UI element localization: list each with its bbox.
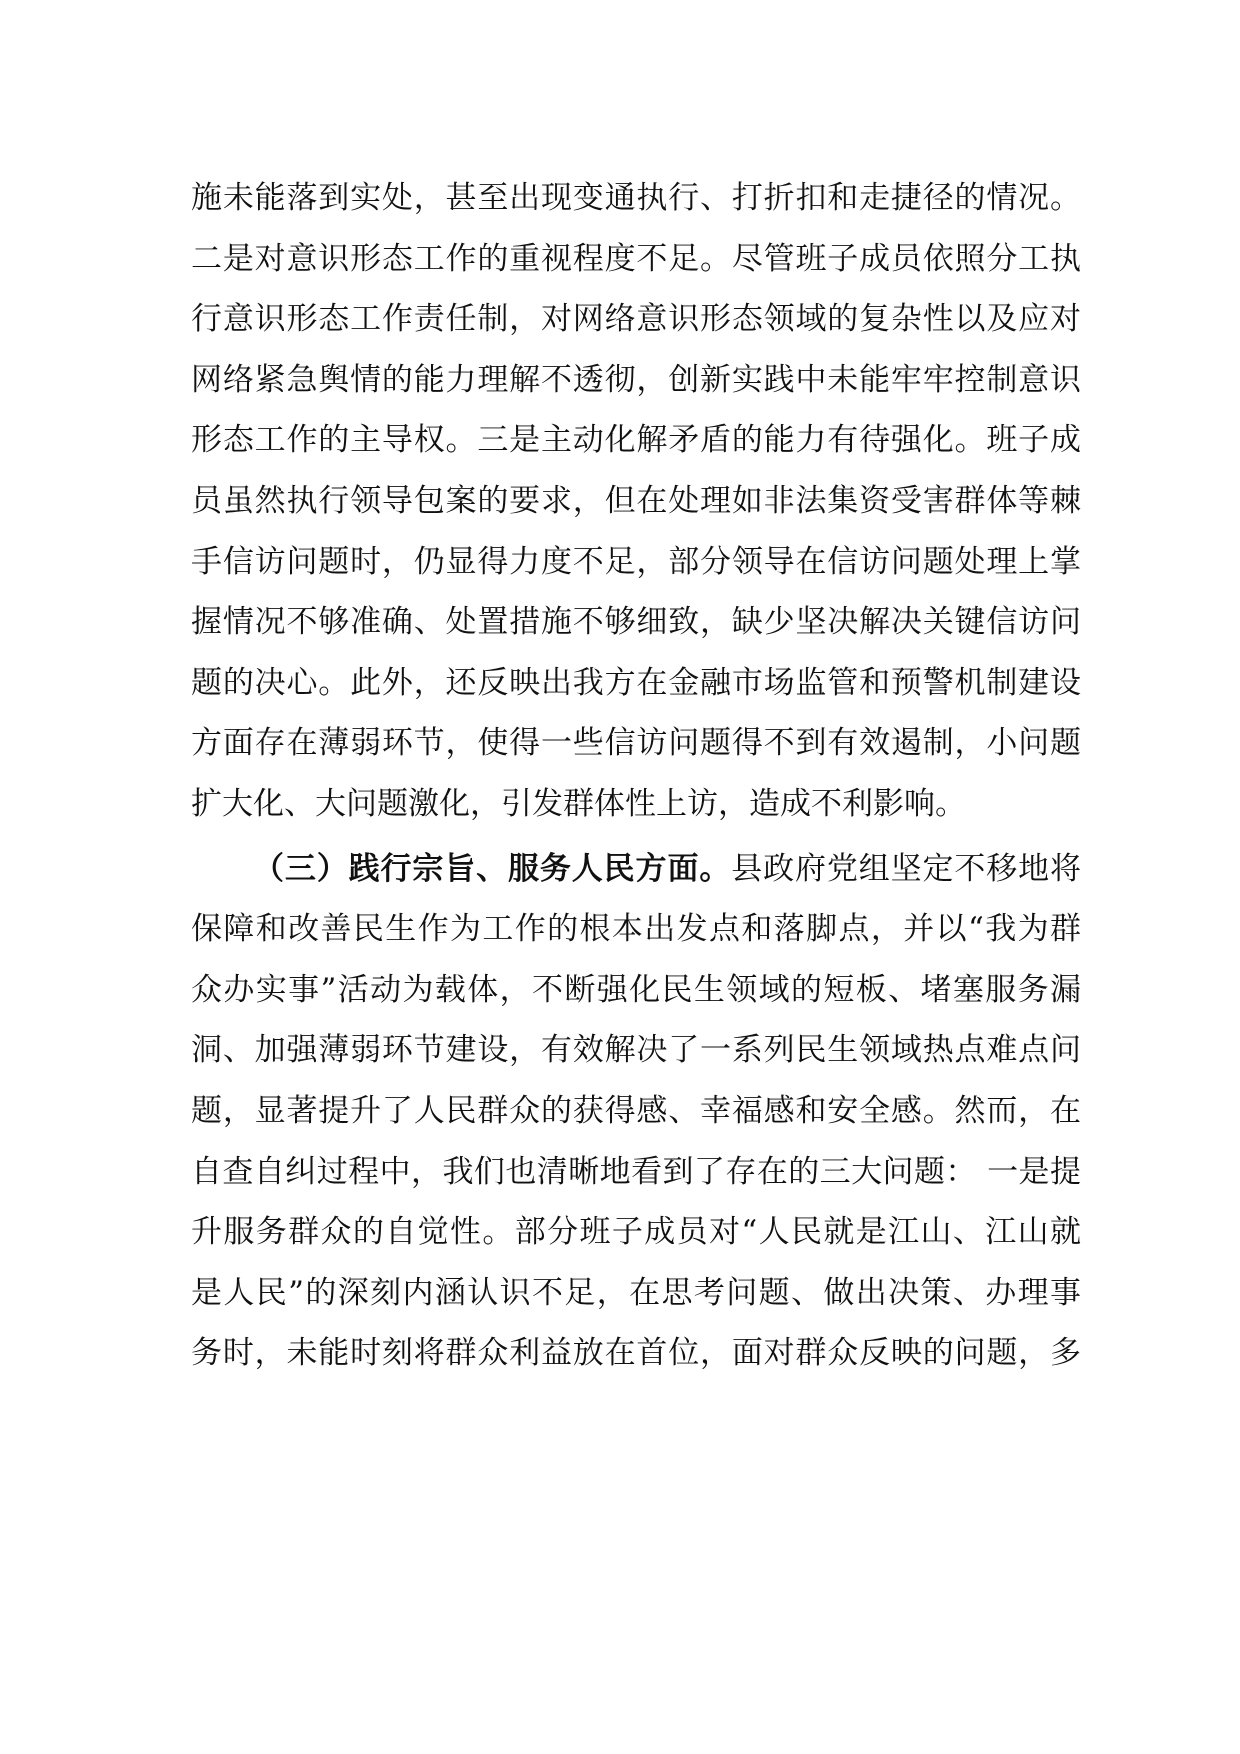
- text-line: 是人民”的深刻内涵认识不足，在思考问题、做出决策、办理事: [191, 1274, 1081, 1311]
- paragraph-serve-people: [191, 839, 1081, 1384]
- text-line: 网络紧急舆情的能力理解不透彻，创新实践中未能牢牢控制意识: [191, 361, 1081, 398]
- text-line: 手信访问题时，仍显得力度不足，部分领导在信访问题处理上掌: [191, 543, 1081, 580]
- text-line: 众办实事”活动为载体，不断强化民生领域的短板、堵塞服务漏: [191, 971, 1081, 1008]
- text-line: 题，显著提升了人民群众的获得感、幸福感和安全感。然而，在: [191, 1092, 1081, 1129]
- paragraph-ideology-issues: [191, 168, 1081, 835]
- text-line: 员虽然执行领导包案的要求，但在处理如非法集资受害群体等棘: [191, 482, 1081, 519]
- text-line: 题的决心。此外，还反映出我方在金融市场监管和预警机制建设: [191, 664, 1081, 701]
- heading-continuation: 县政府党组坚定不移地将: [731, 850, 1082, 887]
- text-line: 务时，未能时刻将群众利益放在首位，面对群众反映的问题，多: [191, 1335, 1081, 1372]
- text-line: 施未能落到实处，甚至出现变通执行、打折扣和走捷径的情况。: [191, 180, 1081, 216]
- document-body: [191, 168, 1081, 1384]
- text-line: 形态工作的主导权。三是主动化解矛盾的能力有待强化。班子成: [191, 422, 1081, 459]
- text-line-first: [191, 839, 1081, 900]
- text-line: 自查自纠过程中，我们也清晰地看到了存在的三大问题： 一是提: [191, 1153, 1081, 1190]
- text-line: 二是对意识形态工作的重视程度不足。尽管班子成员依照分工执: [191, 240, 1081, 277]
- text-line: 升服务群众的自觉性。部分班子成员对“人民就是江山、江山就: [191, 1214, 1081, 1251]
- text-line: 行意识形态工作责任制，对网络意识形态领域的复杂性以及应对: [191, 301, 1081, 338]
- text-line: 洞、加强薄弱环节建设，有效解决了一系列民生领域热点难点问: [191, 1032, 1081, 1069]
- text-line: 保障和改善民生作为工作的根本出发点和落脚点，并以“我为群: [191, 911, 1081, 948]
- text-line: 方面存在薄弱环节，使得一些信访问题得不到有效遏制，小问题: [191, 725, 1081, 762]
- section-heading: （三）践行宗旨、服务人民方面。: [253, 850, 732, 887]
- text-line: 扩大化、大问题激化，引发群体性上访，造成不利影响。: [191, 785, 966, 822]
- text-line: 握情况不够准确、处置措施不够细致，缺少坚决解决关键信访问: [191, 604, 1081, 641]
